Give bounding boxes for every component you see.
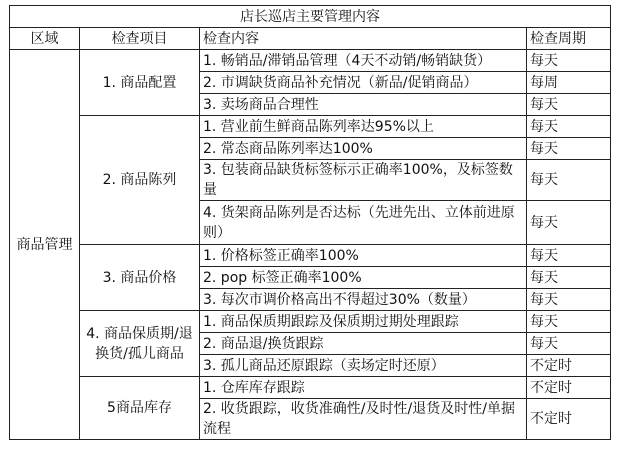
item-cell: 2. 商品陈列 [80, 116, 200, 245]
header-area: 区域 [10, 28, 80, 50]
content-cell: 1. 畅销品/滞销品管理（4天不动销/畅销缺货） [200, 50, 527, 72]
content-cell: 2. pop 标签正确率100% [200, 267, 527, 289]
content-cell: 1. 商品保质期跟踪及保质期过期处理跟踪 [200, 311, 527, 333]
table-row [10, 50, 611, 72]
item-cell: 4. 商品保质期/退换货/孤儿商品 [80, 311, 200, 377]
content-cell: 4. 货架商品陈列是否达标（先进先出、立体前进原则） [200, 201, 527, 245]
period-cell: 每天 [527, 160, 611, 201]
item-cell: 1. 商品配置 [80, 50, 200, 116]
title-row [10, 6, 611, 28]
period-cell: 每天 [527, 333, 611, 355]
period-cell: 每周 [527, 72, 611, 94]
period-cell: 不定时 [527, 399, 611, 440]
period-cell: 每天 [527, 311, 611, 333]
inspection-table-container [9, 5, 610, 440]
content-cell: 3. 卖场商品合理性 [200, 94, 527, 116]
period-cell: 每天 [527, 245, 611, 267]
content-cell: 2. 商品退/换货跟踪 [200, 333, 527, 355]
content-cell: 3. 包装商品缺货标签标示正确率100%，及标签数量 [200, 160, 527, 201]
content-cell: 1. 价格标签正确率100% [200, 245, 527, 267]
table-title: 店长巡店主要管理内容 [10, 6, 611, 28]
period-cell: 每天 [527, 267, 611, 289]
content-cell: 1. 仓库库存跟踪 [200, 377, 527, 399]
content-cell: 2. 收货跟踪，收货准确性/及时性/退货及时性/单据流程 [200, 399, 527, 440]
area-cell: 商品管理 [10, 50, 80, 440]
table-row [10, 245, 611, 267]
period-cell: 每天 [527, 116, 611, 138]
period-cell: 不定时 [527, 355, 611, 377]
header-content: 检查内容 [200, 28, 527, 50]
period-cell: 每天 [527, 50, 611, 72]
period-cell: 每天 [527, 94, 611, 116]
table-row [10, 377, 611, 399]
header-row [10, 28, 611, 50]
content-cell: 1. 营业前生鲜商品陈列率达95%以上 [200, 116, 527, 138]
period-cell: 不定时 [527, 377, 611, 399]
header-period: 检查周期 [527, 28, 611, 50]
content-cell: 3. 孤儿商品还原跟踪（卖场定时还原） [200, 355, 527, 377]
item-cell: 5商品库存 [80, 377, 200, 440]
header-item: 检查项目 [80, 28, 200, 50]
table-row [10, 311, 611, 333]
item-cell: 3. 商品价格 [80, 245, 200, 311]
table-row [10, 116, 611, 138]
period-cell: 每天 [527, 289, 611, 311]
content-cell: 3. 每次市调价格高出不得超过30%（数量） [200, 289, 527, 311]
period-cell: 每天 [527, 138, 611, 160]
content-cell: 2. 常态商品陈列率达100% [200, 138, 527, 160]
inspection-table [9, 5, 611, 440]
content-cell: 2. 市调缺货商品补充情况（新品/促销商品） [200, 72, 527, 94]
period-cell: 每天 [527, 201, 611, 245]
